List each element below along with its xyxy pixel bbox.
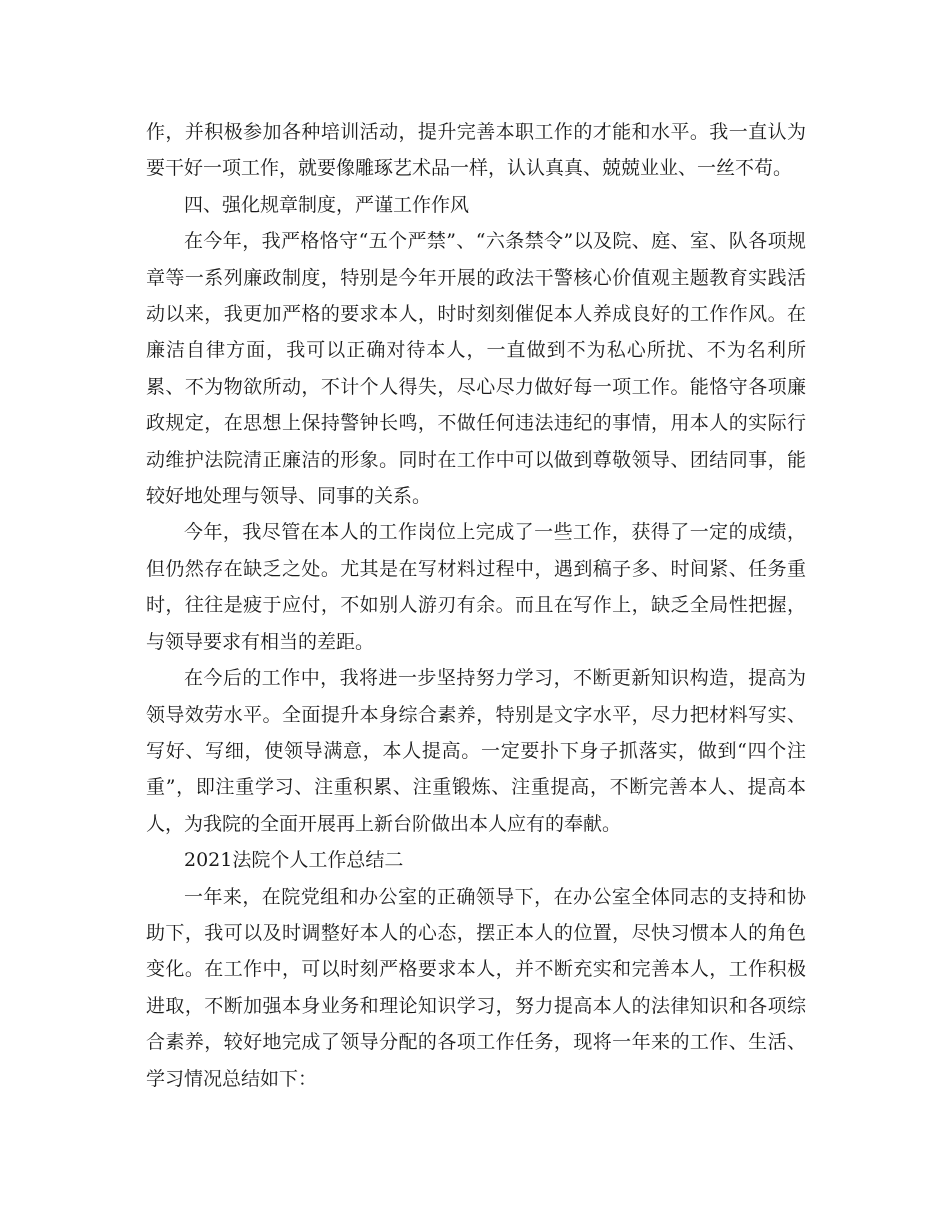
paragraph-continuation: 作，并积极参加各种培训活动，提升完善本职工作的才能和水平。我一直认为要干好一项工作，就要像雕琢艺术品一样，认认真真、兢兢业业、一丝不苟。 <box>146 121 806 180</box>
paragraph-shortcomings: 今年，我尽管在本人的工作岗位上完成了一些工作，获得了一定的成绩，但仍然存在缺乏之处。尤其是在写材料过程中，遇到稿子多、时间紧、任务重时，往往是疲于应付，不如别人游刃有余。而且在写作上，缺乏全局性把握，与领导要求有相当的差距。 <box>146 521 806 653</box>
document-body <box>146 114 806 1097</box>
paragraph-future-plans: 在今后的工作中，我将进一步坚持努力学习，不断更新知识构造，提高为领导效劳水平。全面提升本身综合素养，特别是文字水平，尽力把材料写实、写好、写细，使领导满意，本人提高。一定要扑下身子抓落实，做到“四个注重”，即注重学习、注重积累、注重锻炼、注重提高，不断完善本人、提高本人，为我院的全面开展再上新台阶做出本人应有的奉献。 <box>146 667 806 835</box>
section-title-summary-two: 2021法院个人工作总结二 <box>184 849 404 872</box>
paragraph-integrity: 在今年，我严格恪守“五个严禁”、“六条禁令”以及院、庭、室、队各项规章等一系列廉政制度，特别是今年开展的政法干警核心价值观主题教育实践活动以来，我更加严格的要求本人，时时刻刻催促本人养成良好的工作作风。在廉洁自律方面，我可以正确对待本人，一直做到不为私心所扰、不为名利所累、不为物欲所动，不计个人得失，尽心尽力做好每一项工作。能恪守各项廉政规定，在思想上保持警钟长鸣，不做任何违法违纪的事情，用本人的实际行动维护法院清正廉洁的形象。同时在工作中可以做到尊敬领导、团结同事，能较好地处理与领导、同事的关系。 <box>146 230 806 508</box>
section-heading-four: 四、强化规章制度，严谨工作作风 <box>184 193 470 216</box>
paragraph-year-review: 一年来，在院党组和办公室的正确领导下，在办公室全体同志的支持和协助下，我可以及时调整好本人的心态，摆正本人的位置，尽快习惯本人的角色变化。在工作中，可以时刻严格要求本人，并不断充实和完善本人，工作积极进取，不断加强本身业务和理论知识学习，努力提高本人的法律知识和各项综合素养，较好地完成了领导分配的各项工作任务，现将一年来的工作、生活、学习情况总结如下： <box>146 885 806 1090</box>
